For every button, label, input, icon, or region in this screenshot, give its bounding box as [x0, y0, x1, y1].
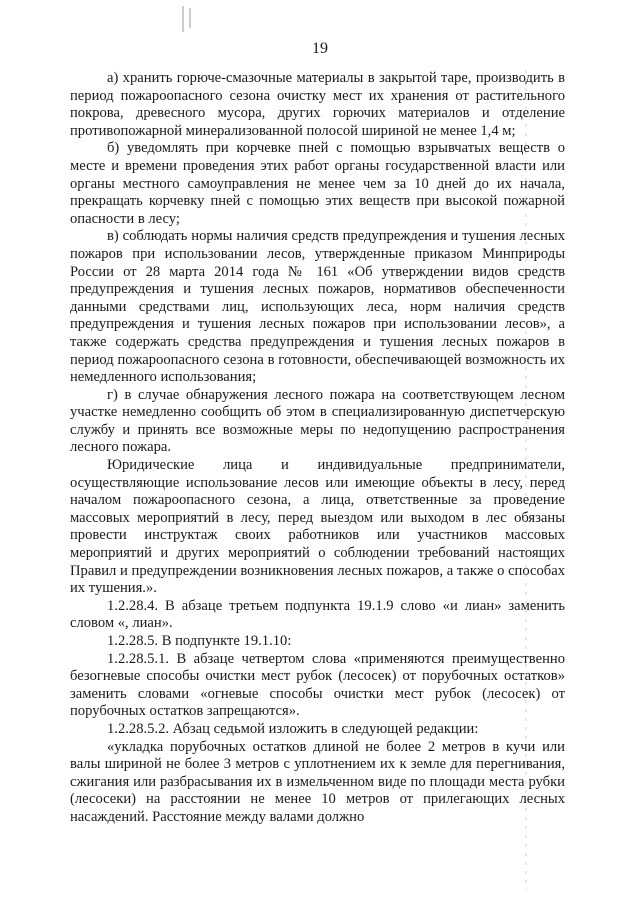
paragraph-1-2-28-5-2: 1.2.28.5.2. Абзац седьмой изложить в следующей редакции:	[107, 720, 479, 737]
paragraph-1-2-28-5-1: 1.2.28.5.1. В абзаце четвертом слова «применяются преимущественно безогневые способы очистки мест рубок (лесосек) от порубочных остатков» заменить словами «огневые способы очистки мест рубок (лесосек) от порубочных остатков запрещаются».	[70, 650, 565, 720]
paragraph-legal-entities: Юридические лица и индивидуальные предприниматели, осуществляющие использование лесов или имеющие объекты в лесу, перед началом пожароопасного сезона, а лица, ответственные за проведение массовых мероприятий в лесу, перед выездом или выходом в лес обязаны провести инструктаж своих работников или участников массовых мероприятий и других мероприятий о соблюдении требований настоящих Правил и предупреждении возникновения лесных пожаров, а также о способах их тушения.».	[70, 457, 565, 597]
page-number: 19	[312, 40, 328, 57]
document-body	[70, 70, 565, 827]
paragraph-quoted-text: «укладка порубочных остатков длиной не более 2 метров в кучи или валы шириной не более 3 метров с уплотнением их к земле для перегнивания, сжигания или разбрасывания их в измельченном виде по площади места рубки (лесосеки) на расстоянии не менее 10 метров от прилегающих лесных насаждений. Расстояние между валами должно	[70, 738, 565, 825]
paragraph-a: а) хранить горюче-смазочные материалы в закрытой таре, производить в период пожароопасного сезона очистку мест их хранения от растительного покрова, древесного мусора, других горючих материалов и отделение противопожарной минерализованной полосой шириной не менее 1,4 м;	[70, 70, 565, 139]
paragraph-1-2-28-4: 1.2.28.4. В абзаце третьем подпункта 19.1.9 слово «и лиан» заменить словом «, лиан».	[70, 597, 565, 632]
paragraph-b: б) уведомлять при корчевке пней с помощью взрывчатых веществ о месте и времени проведения этих работ органы государственной власти или органы местного самоуправления не менее чем за 10 дней до их начала, прекращать корчевку пней с помощью этих веществ при высокой пожарной опасности в лесу;	[70, 140, 565, 227]
paragraph-g: г) в случае обнаружения лесного пожара на соответствующем лесном участке немедленно сообщить об этом в специализированную диспетчерскую службу и принять все возможные меры по недопущению распространения лесного пожара.	[70, 386, 565, 456]
scan-artifact-top-left	[180, 6, 194, 36]
paragraph-v: в) соблюдать нормы наличия средств предупреждения и тушения лесных пожаров при использовании лесов, утвержденные приказом Минприроды России от 28 марта 2014 года № 161 «Об утверждении видов средств предупреждения и тушения лесных пожаров, нормативов обеспеченности данными средствами лиц, использующих леса, норм наличия средств предупреждения и тушения лесных пожаров при использовании лесов», а также содержать средства предупреждения и тушения лесных пожаров в период пожароопасного сезона в готовности, обеспечивающей возможность их немедленного использования;	[70, 228, 565, 386]
paragraph-1-2-28-5: 1.2.28.5. В подпункте 19.1.10:	[107, 633, 292, 649]
